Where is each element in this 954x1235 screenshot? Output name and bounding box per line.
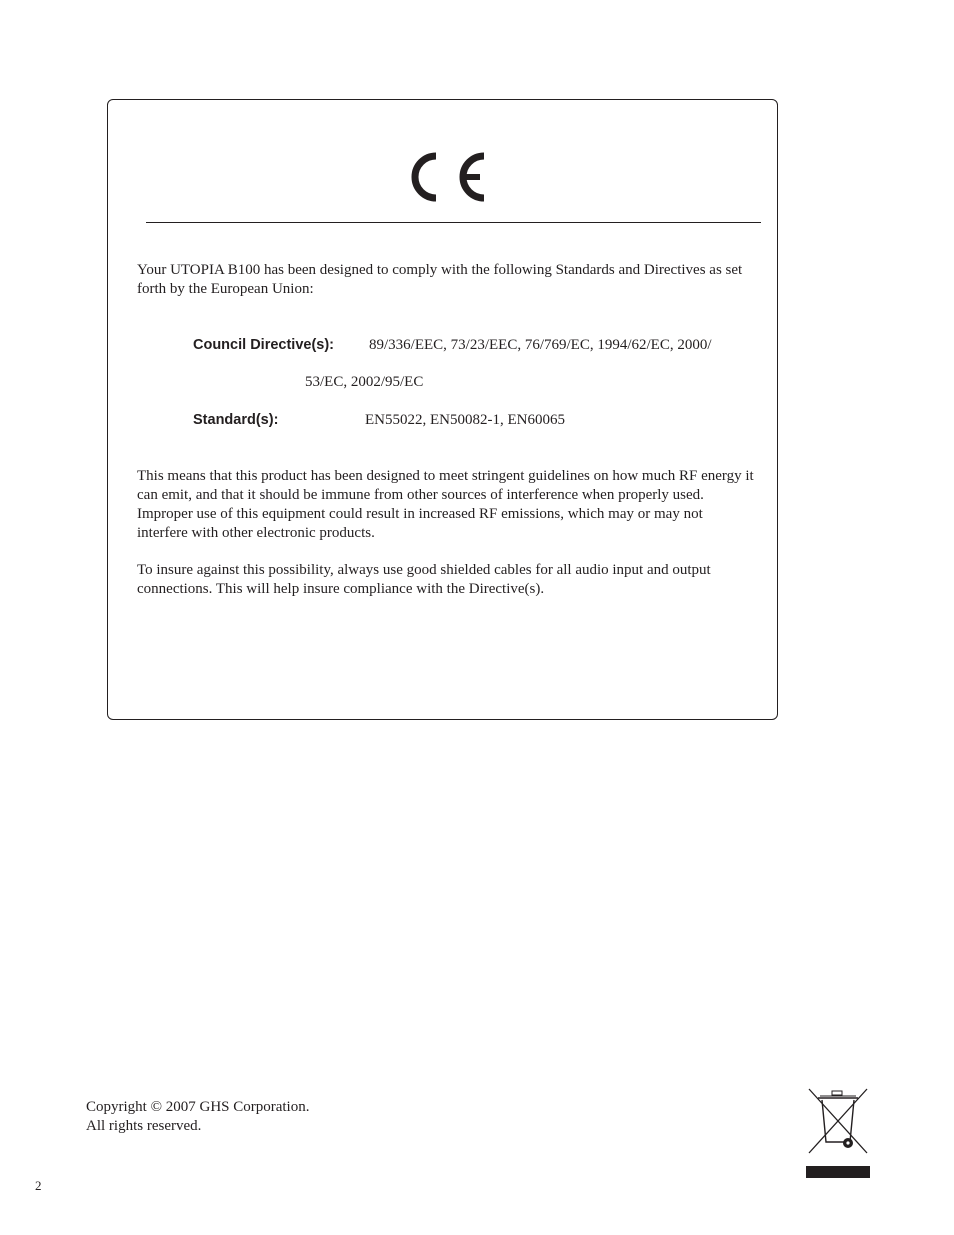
rf-emissions-paragraph: This means that this product has been designed to meet stringent guidelines on how much RF energy it can emit, and that it should be immune from other sources of interference when properly used. Improper use of this equipment could result in increased RF emissions, which may or may not interfere with other electronic products.: [137, 468, 754, 541]
crossed-out-wheelie-bin-icon: [806, 1086, 870, 1179]
shielded-cables-paragraph: To insure against this possibility, always use good shielded cables for all audio input and output connections. This will help insure compliance with the Directive(s).: [137, 562, 711, 597]
ce-mark-icon: [408, 150, 488, 204]
copyright-notice: [86, 1098, 309, 1136]
copyright-line: Copyright © 2007 GHS Corporation.: [86, 1099, 310, 1115]
standards-label: Standard(s):: [193, 412, 279, 428]
horizontal-divider: [146, 222, 761, 223]
page-number: 2: [35, 1178, 42, 1193]
council-directives-label: Council Directive(s):: [193, 337, 334, 353]
standards-value: EN55022, EN50082-1, EN60065: [365, 412, 565, 428]
council-directives-value-line2: 53/EC, 2002/95/EC: [305, 374, 424, 390]
council-directives-value-line1: 89/336/EEC, 73/23/EEC, 76/769/EC, 1994/62/EC, 2000/: [369, 337, 712, 353]
compliance-intro: Your UTOPIA B100 has been designed to comply with the following Standards and Directives as set forth by the European Union:: [137, 262, 743, 297]
rights-reserved-line: All rights reserved.: [86, 1118, 202, 1134]
